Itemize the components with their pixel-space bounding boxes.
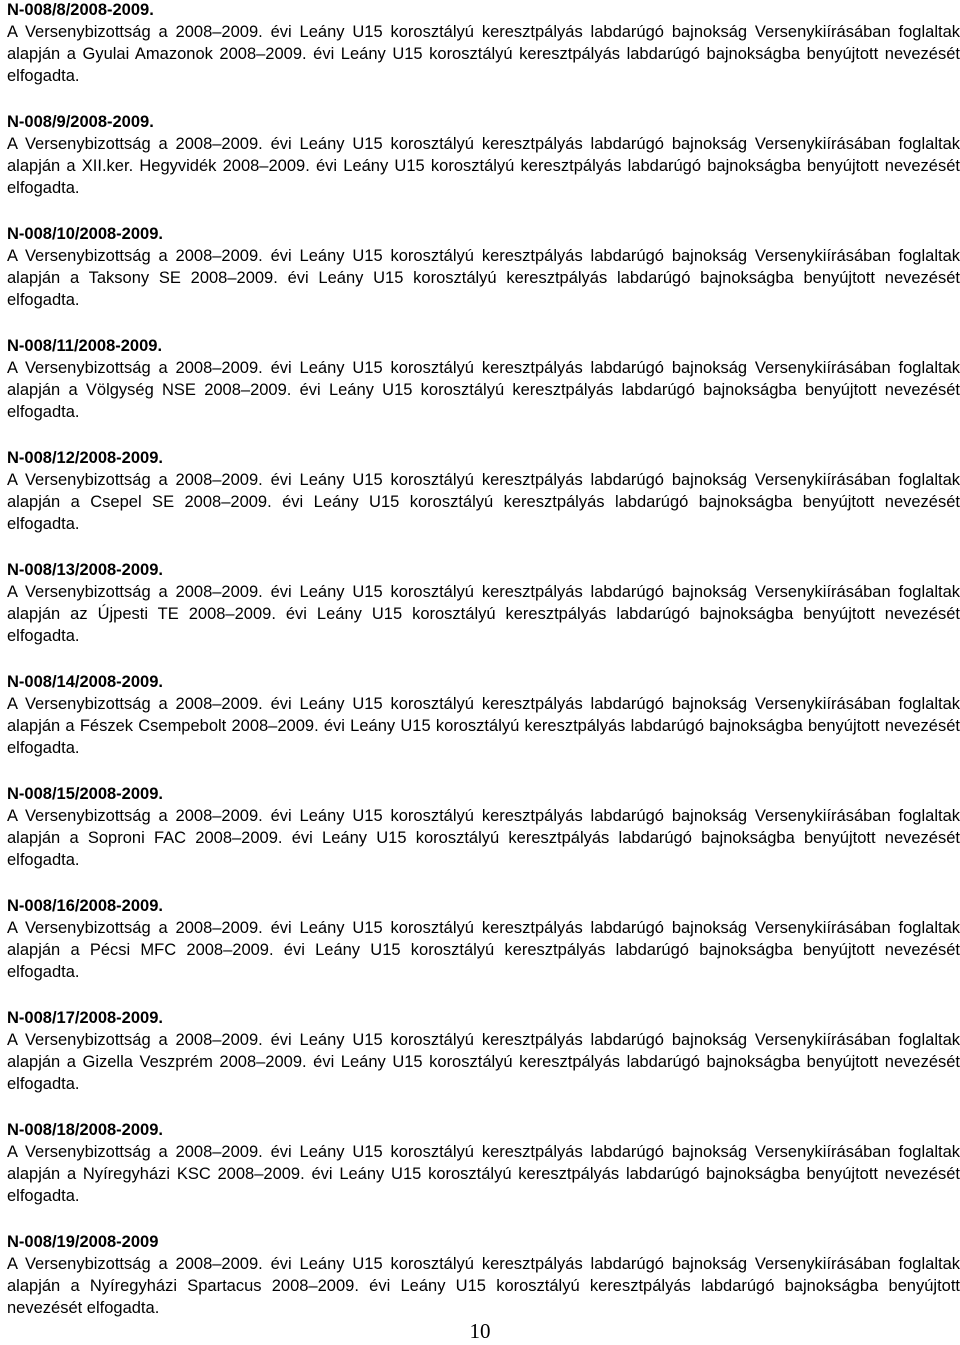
- decision-text: A Versenybizottság a 2008–2009. évi Leány U15 korosztályú keresztpályás labdarúgó bajnokság Versenykiírásában foglaltak alapján a Gizella Veszprém 2008–2009. évi Leány U15 korosztályú keresztpályás labdarúgó bajnokságba benyújtott nevezését elfogadta.: [7, 1031, 960, 1093]
- decision-text: A Versenybizottság a 2008–2009. évi Leány U15 korosztályú keresztpályás labdarúgó bajnokság Versenykiírásában foglaltak alapján a XII.ker. Hegyvidék 2008–2009. évi Leány U15 korosztályú keresztpályás labdarúgó bajnokságba benyújtott nevezését elfogadta.: [7, 135, 960, 197]
- decision-block: [7, 224, 960, 311]
- decision-block: [7, 448, 960, 535]
- decision-id: N-008/8/2008-2009.: [7, 1, 154, 19]
- decision-block: [7, 1232, 960, 1319]
- decision-text: A Versenybizottság a 2008–2009. évi Leány U15 korosztályú keresztpályás labdarúgó bajnokság Versenykiírásában foglaltak alapján a Fészek Csempebolt 2008–2009. évi Leány U15 korosztályú keresztpályás labdarúgó bajnokságba benyújtott nevezését elfogadta.: [7, 695, 960, 757]
- decision-id: N-008/14/2008-2009.: [7, 673, 163, 691]
- decision-text: A Versenybizottság a 2008–2009. évi Leány U15 korosztályú keresztpályás labdarúgó bajnokság Versenykiírásában foglaltak alapján a Taksony SE 2008–2009. évi Leány U15 korosztályú keresztpályás labdarúgó bajnokságba benyújtott nevezését elfogadta.: [7, 247, 960, 309]
- decision-id: N-008/12/2008-2009.: [7, 449, 163, 467]
- decision-text: A Versenybizottság a 2008–2009. évi Leány U15 korosztályú keresztpályás labdarúgó bajnokság Versenykiírásában foglaltak alapján a Völgység NSE 2008–2009. évi Leány U15 korosztályú keresztpályás labdarúgó bajnokságba benyújtott nevezését elfogadta.: [7, 359, 960, 421]
- decision-id: N-008/13/2008-2009.: [7, 561, 163, 579]
- decision-block: [7, 1120, 960, 1207]
- decision-id: N-008/11/2008-2009.: [7, 337, 163, 355]
- decision-id: N-008/9/2008-2009.: [7, 113, 154, 131]
- decision-id: N-008/18/2008-2009.: [7, 1121, 163, 1139]
- decision-id: N-008/10/2008-2009.: [7, 225, 163, 243]
- decision-block: [7, 112, 960, 199]
- decision-text: A Versenybizottság a 2008–2009. évi Leány U15 korosztályú keresztpályás labdarúgó bajnokság Versenykiírásában foglaltak alapján a Nyíregyházi KSC 2008–2009. évi Leány U15 korosztályú keresztpályás labdarúgó bajnokságba benyújtott nevezését elfogadta.: [7, 1143, 960, 1205]
- decision-text: A Versenybizottság a 2008–2009. évi Leány U15 korosztályú keresztpályás labdarúgó bajnokság Versenykiírásában foglaltak alapján a Csepel SE 2008–2009. évi Leány U15 korosztályú keresztpályás labdarúgó bajnokságba benyújtott nevezését elfogadta.: [7, 471, 960, 533]
- decision-block: [7, 0, 960, 87]
- decision-id: N-008/17/2008-2009.: [7, 1009, 163, 1027]
- decision-text: A Versenybizottság a 2008–2009. évi Leány U15 korosztályú keresztpályás labdarúgó bajnokság Versenykiírásában foglaltak alapján a Pécsi MFC 2008–2009. évi Leány U15 korosztályú keresztpályás labdarúgó bajnokságba benyújtott nevezését elfogadta.: [7, 919, 960, 981]
- decision-id: N-008/16/2008-2009.: [7, 897, 163, 915]
- decision-block: [7, 784, 960, 871]
- decision-text: A Versenybizottság a 2008–2009. évi Leány U15 korosztályú keresztpályás labdarúgó bajnokság Versenykiírásában foglaltak alapján az Újpesti TE 2008–2009. évi Leány U15 korosztályú keresztpályás labdarúgó bajnokságba benyújtott nevezését elfogadta.: [7, 583, 960, 645]
- page-number: 10: [469, 1319, 491, 1343]
- document-page: [7, 0, 960, 1344]
- decision-block: [7, 560, 960, 647]
- decision-id: N-008/15/2008-2009.: [7, 785, 163, 803]
- decision-text: A Versenybizottság a 2008–2009. évi Leány U15 korosztályú keresztpályás labdarúgó bajnokság Versenykiírásában foglaltak alapján a Gyulai Amazonok 2008–2009. évi Leány U15 korosztályú keresztpályás labdarúgó bajnokságba benyújtott nevezését elfogadta.: [7, 23, 960, 85]
- decision-text: A Versenybizottság a 2008–2009. évi Leány U15 korosztályú keresztpályás labdarúgó bajnokság Versenykiírásában foglaltak alapján a Nyíregyházi Spartacus 2008–2009. évi Leány U15 korosztályú keresztpályás labdarúgó bajnokságba benyújtott nevezését elfogadta.: [7, 1255, 960, 1317]
- decision-id: N-008/19/2008-2009: [7, 1233, 159, 1251]
- decision-text: A Versenybizottság a 2008–2009. évi Leány U15 korosztályú keresztpályás labdarúgó bajnokság Versenykiírásában foglaltak alapján a Soproni FAC 2008–2009. évi Leány U15 korosztályú keresztpályás labdarúgó bajnokságba benyújtott nevezését elfogadta.: [7, 807, 960, 869]
- decision-block: [7, 896, 960, 983]
- decision-block: [7, 1008, 960, 1095]
- decision-block: [7, 336, 960, 423]
- decision-block: [7, 672, 960, 759]
